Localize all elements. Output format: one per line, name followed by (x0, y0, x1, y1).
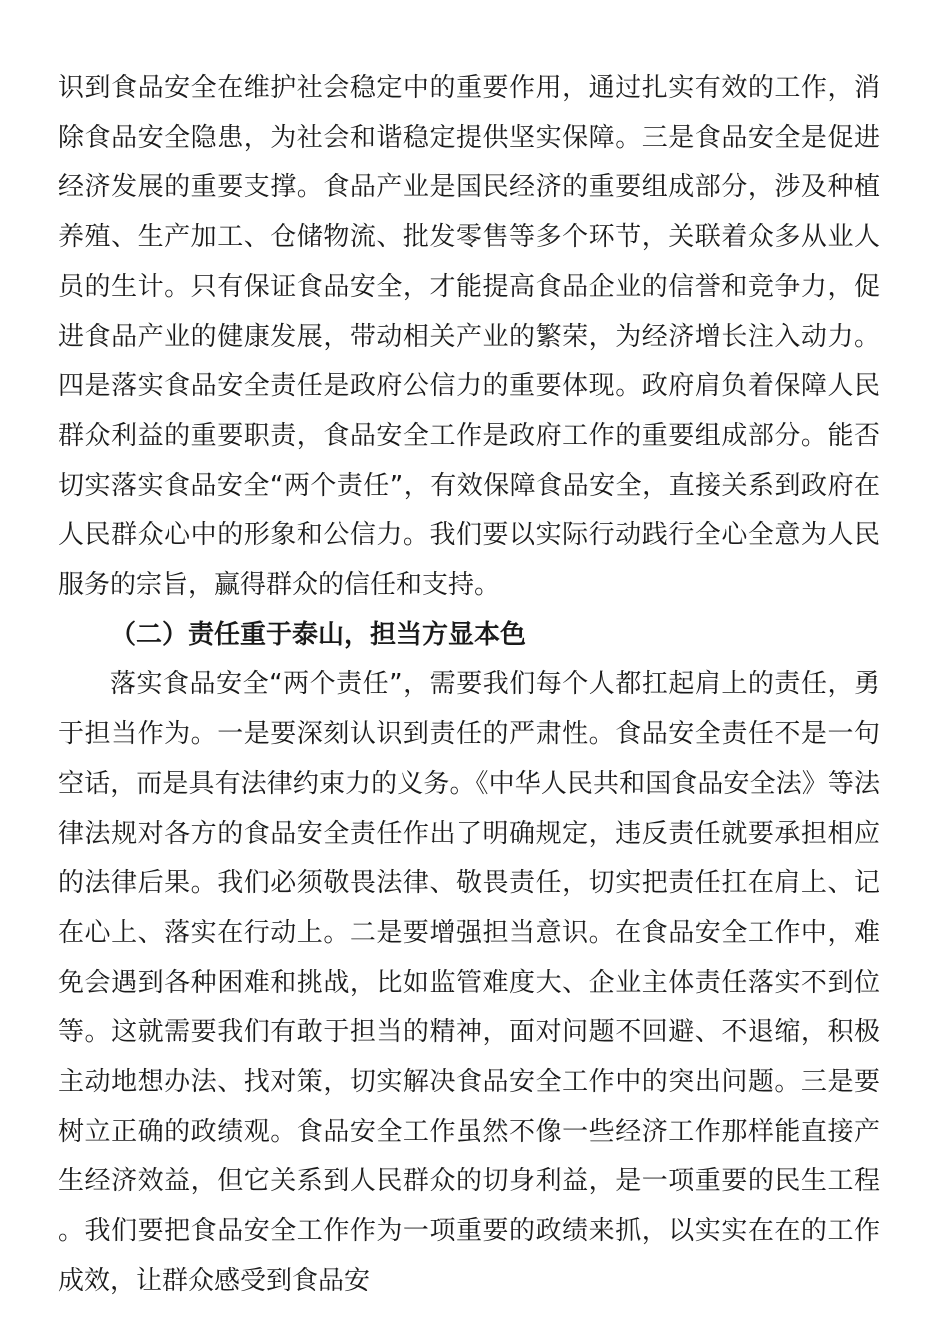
body-paragraph-responsibility: 落实食品安全“两个责任”，需要我们每个人都扛起肩上的责任，勇于担当作为。一是要深刻认识到责任的严肃性。食品安全责任不是一句空话，而是具有法律约束力的义务。《中华人民共和国食品安全法》等法律法规对各方的食品安全责任作出了明确规定，违反责任就要承担相应的法律后果。我们必须敬畏法律、敬畏责任，切实把责任扛在肩上、记在心上、落实在行动上。二是要增强担当意识。在食品安全工作中，难免会遇到各种困难和挑战，比如监管难度大、企业主体责任落实不到位等。这就需要我们有敢于担当的精神，面对问题不回避、不退缩，积极主动地想办法、找对策，切实解决食品安全工作中的突出问题。三是要树立正确的政绩观。食品安全工作虽然不像一些经济工作那样能直接产生经济效益，但它关系到人民群众的切身利益，是一项重要的民生工程。我们要把食品安全工作作为一项重要的政绩来抓，以实实在在的工作成效，让群众感受到食品安 (58, 669, 880, 1296)
body-paragraph-continued: 识到食品安全在维护社会稳定中的重要作用，通过扎实有效的工作，消除食品安全隐患，为社会和谐稳定提供坚实保障。三是食品安全是促进经济发展的重要支撑。食品产业是国民经济的重要组成部分，涉及种植养殖、生产加工、仓储物流、批发零售等多个环节，关联着众多从业人员的生计。只有保证食品安全，才能提高食品企业的信誉和竞争力，促进食品产业的健康发展，带动相关产业的繁荣，为经济增长注入动力。四是落实食品安全责任是政府公信力的重要体现。政府肩负着保障人民群众利益的重要职责，食品安全工作是政府工作的重要组成部分。能否切实落实食品安全“两个责任”，有效保障食品安全，直接关系到政府在人民群众心中的形象和公信力。我们要以实际行动践行全心全意为人民服务的宗旨，赢得群众的信任和支持。 (58, 73, 880, 601)
section-heading: （二）责任重于泰山，担当方显本色 (110, 619, 527, 650)
document-page (58, 64, 880, 1307)
